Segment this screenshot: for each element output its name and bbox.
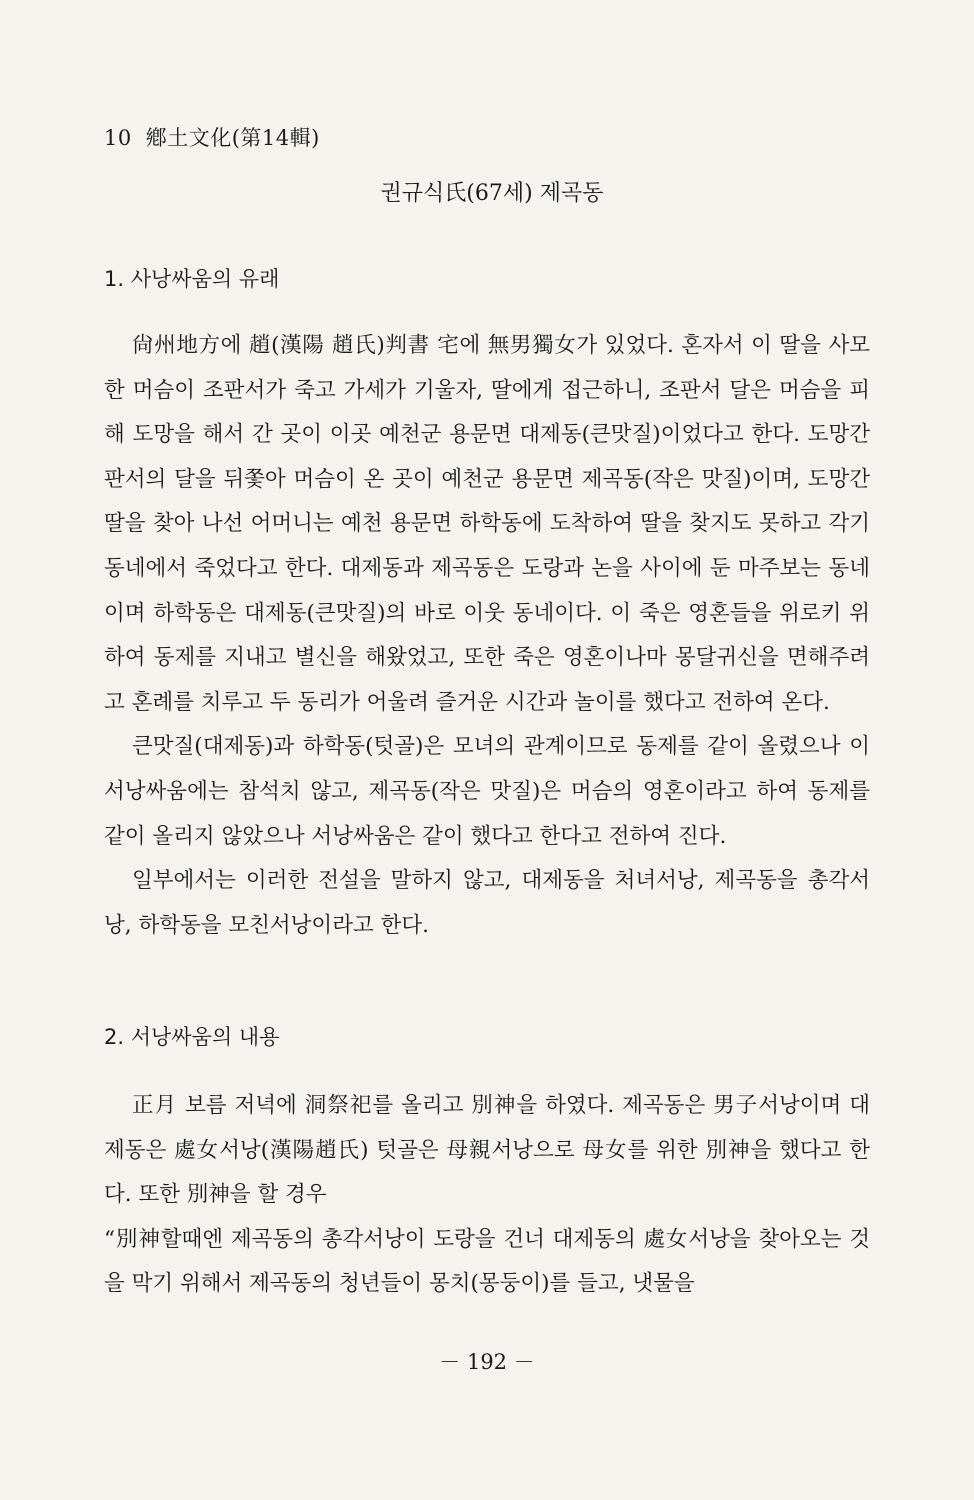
paragraph: 正月 보름 저녁에 洞祭祀를 올리고 別神을 하였다. 제곡동은 男子서낭이며 대제동은 處女서낭(漢陽趙氏) 텃골은 母親서낭으로 母女를 위한 別神을 했다고 한다. 또한 別神을 할 경우 [104, 1093, 870, 1208]
paragraph: 일부에서는 이러한 전설을 말하지 않고, 대제동을 처녀서낭, 제곡동을 총각서낭, 하학동을 모친서낭이라고 한다. [104, 868, 870, 938]
header-page-number: 10 [104, 126, 132, 150]
section-heading-content: 2. 서낭싸움의 내용 [104, 1025, 280, 1049]
section-body-content [104, 1084, 870, 1307]
journal-title: 鄕土文化(第14輯) [145, 126, 320, 150]
paragraph: “別神할때엔 제곡동의 총각서낭이 도랑을 건너 대제동의 處女서낭을 찾아오는 것을 막기 위해서 제곡동의 청년들이 몽치(몽둥이)를 들고, 냇물을 [104, 1226, 870, 1297]
document-title: 권규식氏(67세) 제곡동 [380, 181, 604, 206]
paragraph: 尙州地方에 趙(漢陽 趙氏)判書 宅에 無男獨女가 있었다. 혼자서 이 딸을 사모한 머슴이 조판서가 죽고 가세가 기울자, 딸에게 접근하니, 조판서 달은 머슴을 피해 도망을 해서 간 곳이 이곳 예천군 용문면 대제동(큰맛질)이었다고 한다. 도망간 판서의 달을 뒤쫓아 머슴이 온 곳이 예천군 용문면 제곡동(작은 맛질)이며, 도망간 딸을 찾아 나선 어머니는 예천 용문면 하학동에 도착하여 딸을 찾지도 못하고 각기 동네에서 죽었다고 한다. 대제동과 제곡동은 도랑과 논을 사이에 둔 마주보는 동네이며 하학동은 대제동(큰맛질)의 바로 이웃 동네이다. 이 죽은 영혼들을 위로키 위하여 동제를 지내고 별신을 해왔었고, 또한 죽은 영혼이나마 몽달귀신을 면해주려고 혼례를 치루고 두 동리가 어울려 즐거운 시간과 놀이를 했다고 전하여 온다. [104, 333, 870, 715]
running-header [104, 122, 320, 152]
section-body-origin [104, 324, 870, 948]
paragraph: 큰맛질(대제동)과 하학동(텃골)은 모녀의 관계이므로 동제를 같이 올렸으나 이 서낭싸움에는 참석치 않고, 제곡동(작은 맛질)은 머슴의 영혼이라고 하여 동제를 같이 올리지 않았으나 서낭싸움은 같이 했다고 한다고 전하여 진다. [104, 734, 870, 849]
footer-page-number: － 192 － [439, 1350, 535, 1374]
section-heading-origin: 1. 사낭싸움의 유래 [104, 267, 280, 291]
